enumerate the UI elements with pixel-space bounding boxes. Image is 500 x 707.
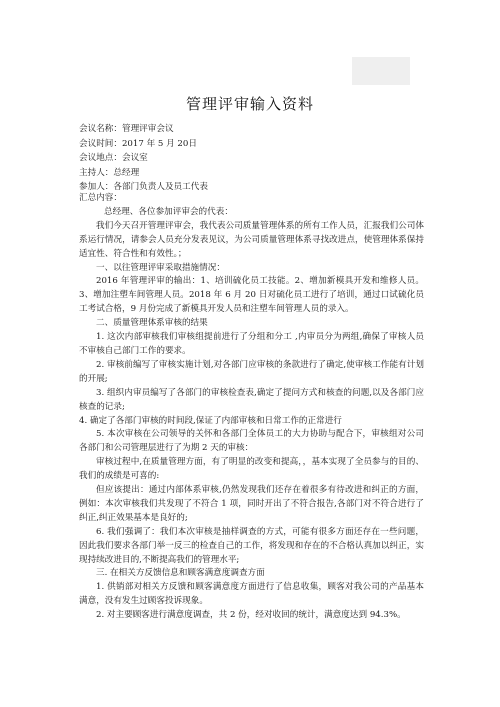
section-heading-3: 三. 在相关方反馈信息和顾客满意度调查方面 xyxy=(96,568,265,579)
section-heading-2: 二、质量管理体系审核的结果 xyxy=(96,318,208,329)
nonconformity-paragraph: 但应该提出：通过内部体系审核,仍然发现我们还存在着很多有待改进和纠正的方面，例如：本次审核我们共发现了不符合 1 项，同时开出了不符合报告,各部门对不符合进行了纠正,纠正效果基本是良好的; xyxy=(79,485,424,523)
meeting-host: 主持人：总经理 xyxy=(79,167,140,178)
salutation: 总经理、各位参加评审会的代表： xyxy=(104,206,233,217)
gray-stamp-box xyxy=(352,57,410,85)
feedback-item-2: 2. 对主要顾客进行满意度调查，共 2 份，经对收回的统计，满意度达到 94.3%。 xyxy=(96,610,406,621)
section-heading-1: 一、以往管理评审采取措施情况： xyxy=(96,262,225,273)
document-title: 管理评审输入资料 xyxy=(185,95,314,113)
audit-item-5: 5. 本次审核在公司领导的关怀和各部门全体员工的大力协助与配合下，审核组对公司各部门和公司管理层进行了为期 2 天的审核： xyxy=(79,429,424,454)
audit-process-paragraph: 审核过程中,在质量管理方面，有了明显的改变和提高，，基本实现了全员参与的目的、我们的成绩是可喜的: xyxy=(79,457,424,482)
feedback-item-1: 1. 供销部对相关方反馈和顾客满意度方面进行了信息收集，顾客对我公司的产品基本满意，没有发生过顾客投诉现象。 xyxy=(79,582,424,607)
document-body xyxy=(79,192,424,623)
audit-item-2: 2. 审核前编写了审核实施计划,对各部门应审核的条款进行了确定,使审核工作能有计划的开展; xyxy=(79,359,424,384)
meeting-time: 会议时间：2017 年 5 月 20日 xyxy=(79,138,197,149)
audit-item-4: 4. 确定了各部门审核的时间段,保证了内部审核和日常工作的正常进行 xyxy=(79,415,342,426)
intro-paragraph: 我们今天召开管理评审会，我代表公司质量管理体系的所有工作人员，汇报我们公司体系运行情况，请参会人员充分发表见议，为公司质量管理体系寻找改进点，使管理体系保持适宜性、符合性和有效性。； xyxy=(79,220,424,259)
summary-heading: 汇总内容： xyxy=(79,193,122,203)
previous-review-paragraph: 2016 年管理评审的输出：1、培训硫化员工技能。2、增加新模具开发和维修人员。3、增加注塑车间管理人员。2018 年 6 月 20 日对硫化员工进行了培训，通过口试硫化员工考试合格，9 月份完成了新模具开发人员和注塑车间管理人员的录入。 xyxy=(79,276,424,315)
audit-item-1: 1. 这次内部审核我们审核组提前进行了分组和分工 ,内审员分为两组,确保了审核人员不审核自己部门工作的要求。 xyxy=(79,332,424,356)
audit-item-3: 3. 组织内审员编写了各部门的审核检查表,确定了提问方式和核查的问题,以及各部门应核查的记录; xyxy=(79,387,424,412)
audit-item-6: 6. 我们强调了：我们本次审核是抽样调查的方式，可能有很多方面还存在一些问题，因此我们要求各部门举一反三的检查自己的工作，将发现和存在的不合格认真加以纠正，实现持续改进目的,不断提高我们的管理水平; xyxy=(79,526,424,565)
meeting-attendees: 参加人：各部门负责人及员工代表 xyxy=(79,182,208,193)
meeting-location: 会议地点：会议室 xyxy=(79,153,148,164)
meeting-name: 会议名称：管理评审会议 xyxy=(79,124,174,134)
meeting-info xyxy=(79,122,419,195)
